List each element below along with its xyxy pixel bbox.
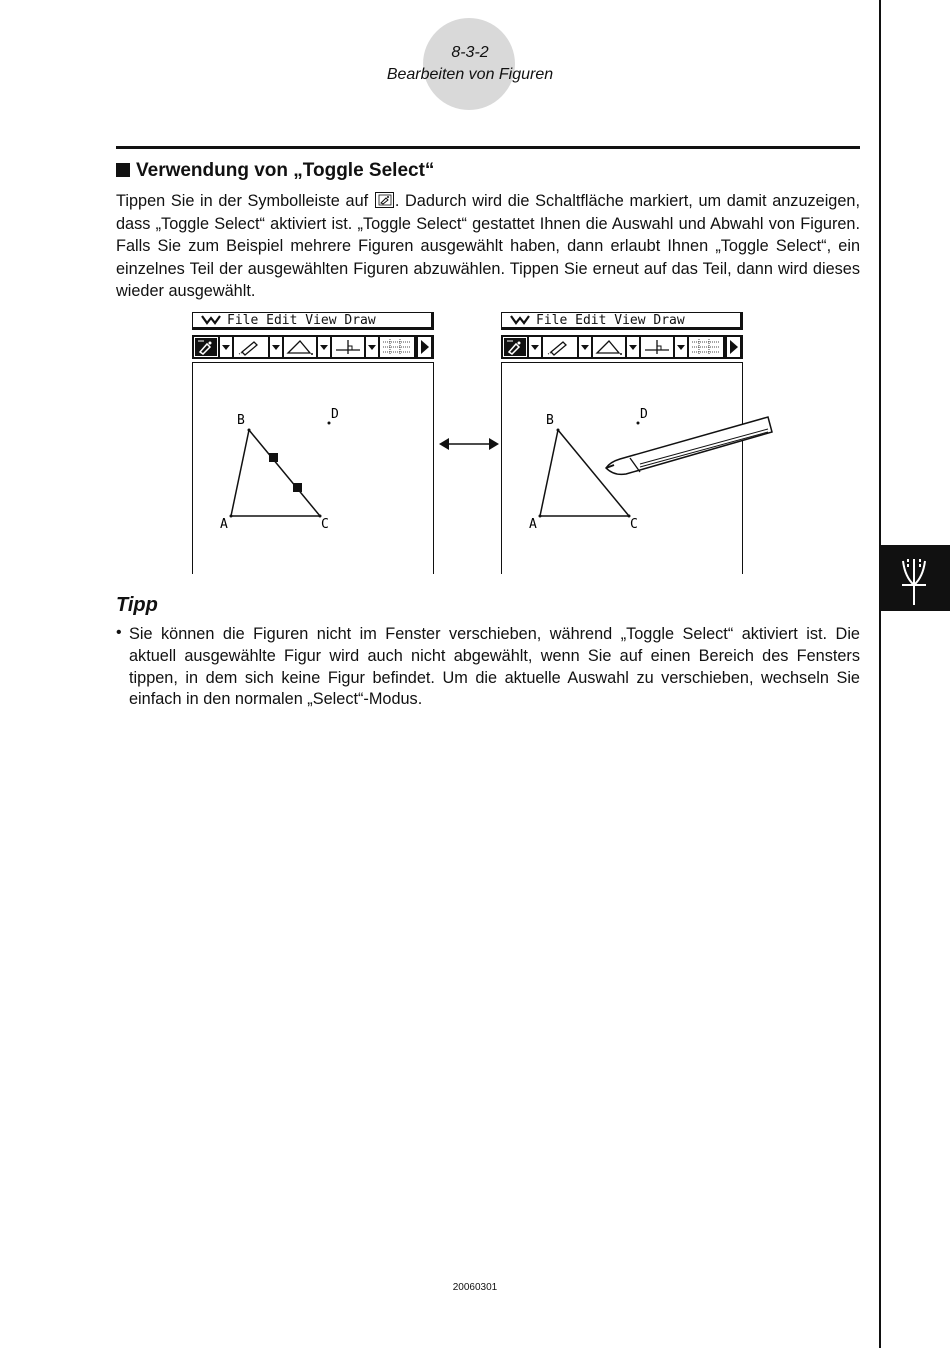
menu-chevron-icon [201,315,221,325]
pen-icon[interactable] [543,337,577,357]
point-label-a: A [529,517,537,532]
menu-bar [501,312,743,330]
toolbar [192,335,434,359]
point-label-d: D [331,407,339,422]
point-label-b: B [546,413,554,428]
toggle-select-button[interactable] [503,337,527,357]
header-circle [423,18,515,110]
dropdown-icon[interactable] [366,337,378,357]
section-rule [116,146,860,149]
bullet-icon: • [116,624,122,641]
double-arrow-icon [438,435,500,453]
point-label-c: C [321,517,329,532]
page-header-title: Bearbeiten von Figuren [386,66,554,83]
pen-icon[interactable] [234,337,268,357]
dropdown-icon[interactable] [529,337,541,357]
selection-handle [293,483,302,492]
perpendicular-icon[interactable] [332,337,364,357]
stylus-icon [600,412,775,478]
point-label-a: A [220,517,228,532]
section-tab-icon [881,545,950,611]
dropdown-icon[interactable] [675,337,687,357]
menu-items: File Edit View Draw [536,313,685,328]
toggle-select-button[interactable] [194,337,218,357]
toggle-select-icon [375,192,394,208]
menu-bar [192,312,434,330]
section-tab [881,545,950,611]
page-number: 8-3-2 [451,44,489,61]
point-label-b: B [237,413,245,428]
section-heading [116,160,434,182]
paragraph-text-start: Tippen Sie in der Symbolleiste auf [116,192,369,210]
paragraph-text-end: . Dadurch wird die Schaltfläche markiert, um damit anzuzeigen, dass „Toggle Select“ aktiviert ist. „Toggle Select“ gestattet Ihnen die Auswahl und Abwahl von Figuren. Falls Sie zum Beispiel mehrere Figuren ausgewählt haben, dann erlaubt Ihnen „Toggle Select“, ein einzelnes Teil der ausgewählten Figuren abzuwählen. Tippen Sie erneut auf das Teil, dann wird dieses wieder ausgewählt. [116,192,860,301]
perpendicular-icon[interactable] [641,337,673,357]
point-label-c: C [630,517,638,532]
selection-handle [269,453,278,462]
triangle-icon[interactable] [284,337,316,357]
triangle-figure [193,363,433,575]
triangle-icon[interactable] [593,337,625,357]
menu-chevron-icon [510,315,530,325]
grid-icon[interactable] [380,337,414,357]
toolbar [501,335,743,359]
footer-code: 20060301 [452,1282,498,1293]
square-bullet-icon [116,163,130,177]
screenshot-before [192,312,436,574]
right-arrow-icon[interactable] [727,337,740,357]
dropdown-icon[interactable] [627,337,639,357]
section-heading-text: Verwendung von „Toggle Select“ [136,160,435,181]
dropdown-icon[interactable] [270,337,282,357]
section-paragraph [116,190,860,303]
menu-items: File Edit View Draw [227,313,376,328]
right-margin-rule [879,0,881,1348]
tipp-text: Sie können die Figuren nicht im Fenster verschieben, während „Toggle Select“ aktiviert ist. Die aktuell ausgewählte Figur wird auch nicht abgewählt, wenn Sie auf einen Bereich des Fensters tippen, in dem sich keine Figur befindet. Um die aktuelle Auswahl zu verschieben, wechseln Sie einfach in den normalen „Select“-Modus. [129,625,860,709]
tipp-title: Tipp [116,594,158,616]
dropdown-icon[interactable] [579,337,591,357]
grid-icon[interactable] [689,337,723,357]
dropdown-icon[interactable] [220,337,232,357]
right-arrow-icon[interactable] [418,337,431,357]
dropdown-icon[interactable] [318,337,330,357]
drawing-area[interactable] [192,362,434,574]
point-label-d: D [640,407,648,422]
